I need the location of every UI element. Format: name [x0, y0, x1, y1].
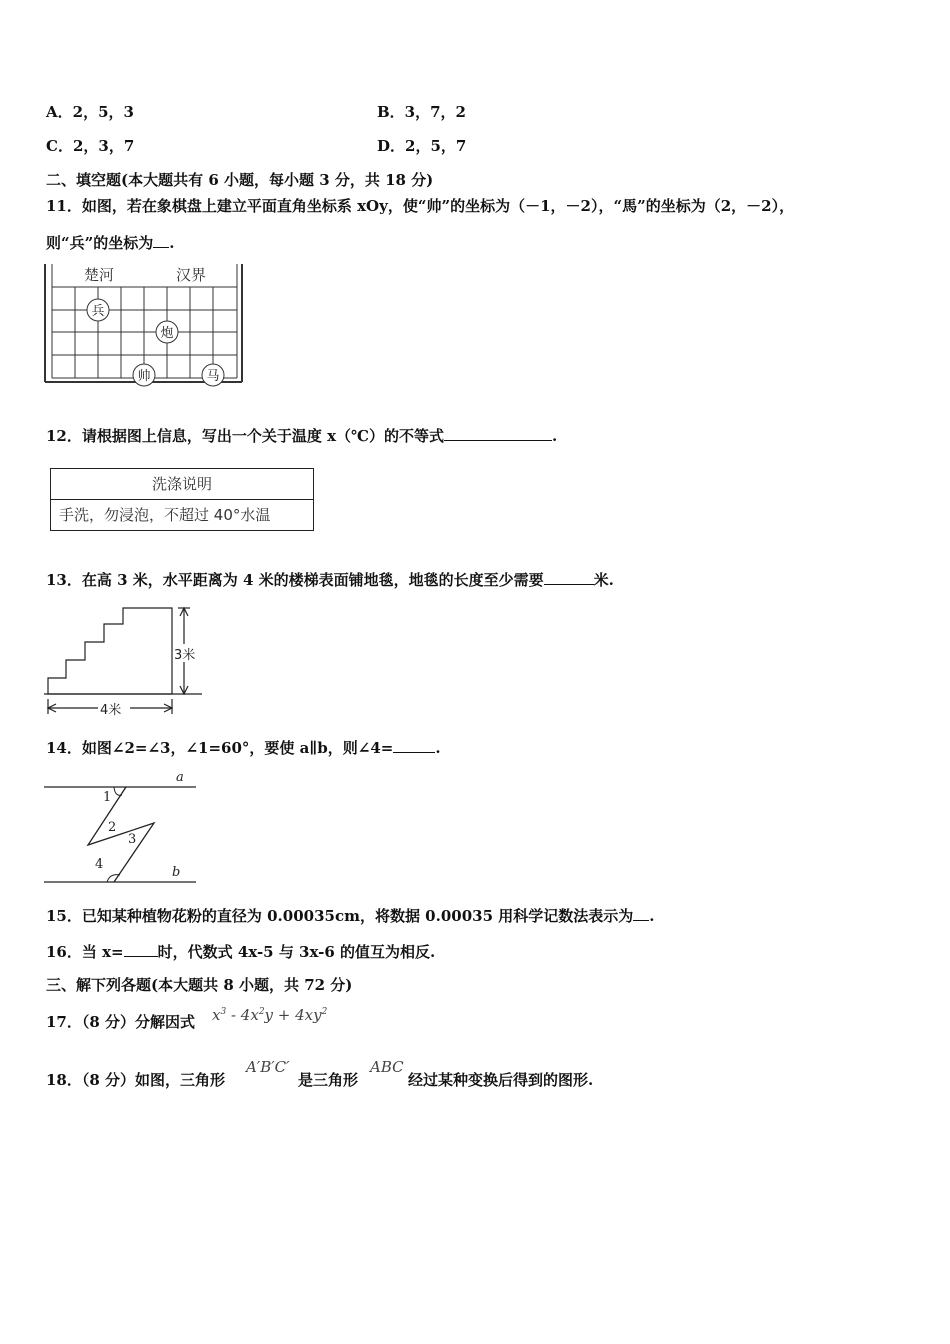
label-4m: 4米 — [100, 703, 122, 718]
q16-answer-blank[interactable] — [124, 942, 158, 957]
angle-label-2: 2 — [108, 820, 117, 835]
section-3-heading: 三、解下列各题(本大题共 8 小题，共 72 分) — [46, 976, 353, 994]
q18-text-end: 经过某种变换后得到的图形. — [408, 1071, 594, 1089]
q17-expr-mid: - 4x — [226, 1006, 259, 1024]
option-b: B．3，7，2 — [377, 103, 466, 121]
q15-answer-blank[interactable] — [633, 906, 649, 921]
q11-line2 — [46, 233, 175, 252]
q13-text-end: 米. — [593, 571, 614, 589]
section-2-heading: 二、填空题(本大题共有 6 小题，每小题 3 分，共 18 分) — [46, 171, 434, 189]
q17-expr-exp1: 3 — [220, 1007, 227, 1017]
piece-bing-label: 兵 — [91, 304, 105, 319]
q13-text — [46, 570, 614, 589]
piece-pao — [156, 321, 178, 343]
line-label-b: b — [172, 865, 181, 880]
q15-text-end: . — [649, 907, 655, 925]
piece-bing — [87, 299, 109, 321]
q18-triangle-abc: ABC — [370, 1058, 404, 1076]
piece-shuai — [133, 364, 155, 386]
option-c: C．2，3，7 — [46, 137, 135, 155]
piece-shuai-label: 帅 — [137, 369, 151, 384]
piece-ma-label: 马 — [206, 369, 220, 384]
q11-answer-blank[interactable] — [153, 233, 169, 248]
q14-answer-blank[interactable] — [393, 738, 435, 753]
angle-label-4: 4 — [95, 857, 104, 872]
parallel-lines-figure — [42, 765, 202, 887]
q12-text-end: . — [552, 427, 558, 445]
washing-instructions-table — [50, 468, 314, 531]
angle-label-3: 3 — [128, 832, 137, 847]
q17-expr-exp2: 2 — [258, 1007, 265, 1017]
q11-line2-end: . — [169, 234, 175, 252]
q18-text-mid: 是三角形 — [298, 1071, 359, 1089]
q14-text-end: . — [435, 739, 441, 757]
q15-text-main: 15．已知某种植物花粉的直径为 0.00035cm，将数据 0.00035 用科学记数法表示为 — [46, 907, 634, 925]
q17-expr-y: y + 4xy — [264, 1006, 322, 1024]
q17-expression — [212, 1003, 327, 1024]
q17-expr-exp3: 2 — [321, 1007, 328, 1017]
option-a: A．2，5，3 — [46, 103, 134, 121]
q15-text — [46, 906, 654, 925]
board-label-hanjie: 汉界 — [176, 266, 207, 284]
staircase-figure — [42, 604, 212, 718]
q14-text-main: 14．如图∠2=∠3，∠1=60°，要使 a∥b，则∠4= — [46, 739, 394, 757]
q13-text-main: 13．在高 3 米，水平距离为 4 米的楼梯表面铺地毯，地毯的长度至少需要 — [46, 571, 544, 589]
q11-line2-text: 则“兵”的坐标为 — [46, 234, 154, 252]
piece-ma — [202, 364, 224, 386]
q12-answer-blank[interactable] — [444, 426, 552, 441]
q16-text — [46, 942, 435, 961]
q13-answer-blank[interactable] — [544, 570, 594, 585]
q11-line1: 11．如图，若在象棋盘上建立平面直角坐标系 xOy，使“帅”的坐标为（－1，－2），“馬”的坐标为（2，－2）， — [46, 197, 795, 215]
option-d: D．2，5，7 — [377, 137, 467, 155]
angle-label-1: 1 — [103, 790, 112, 805]
q14-text — [46, 738, 441, 757]
q16-text-end: 时，代数式 4x-5 与 3x-6 的值互为相反. — [157, 943, 436, 961]
q18-text-start: 18．（8 分）如图，三角形 — [46, 1071, 226, 1089]
label-3m: 3米 — [174, 648, 196, 663]
line-label-a: a — [176, 770, 184, 785]
chess-board-figure — [42, 262, 248, 388]
q12-text-main: 12．请根据图上信息，写出一个关于温度 x（℃）的不等式 — [46, 427, 445, 445]
q17-expr-x: x — [212, 1006, 221, 1024]
board-label-chuhe: 楚河 — [84, 266, 115, 284]
piece-pao-label: 炮 — [160, 326, 174, 341]
q18-triangle-prime: A′B′C′ — [246, 1058, 290, 1076]
washing-table-header: 洗涤说明 — [51, 469, 313, 500]
washing-table-row: 手洗，勿浸泡，不超过 40°水温 — [59, 506, 271, 524]
q16-text-start: 16．当 x= — [46, 943, 124, 961]
q12-text — [46, 426, 557, 445]
q17-text: 17．（8 分）分解因式 — [46, 1013, 196, 1031]
